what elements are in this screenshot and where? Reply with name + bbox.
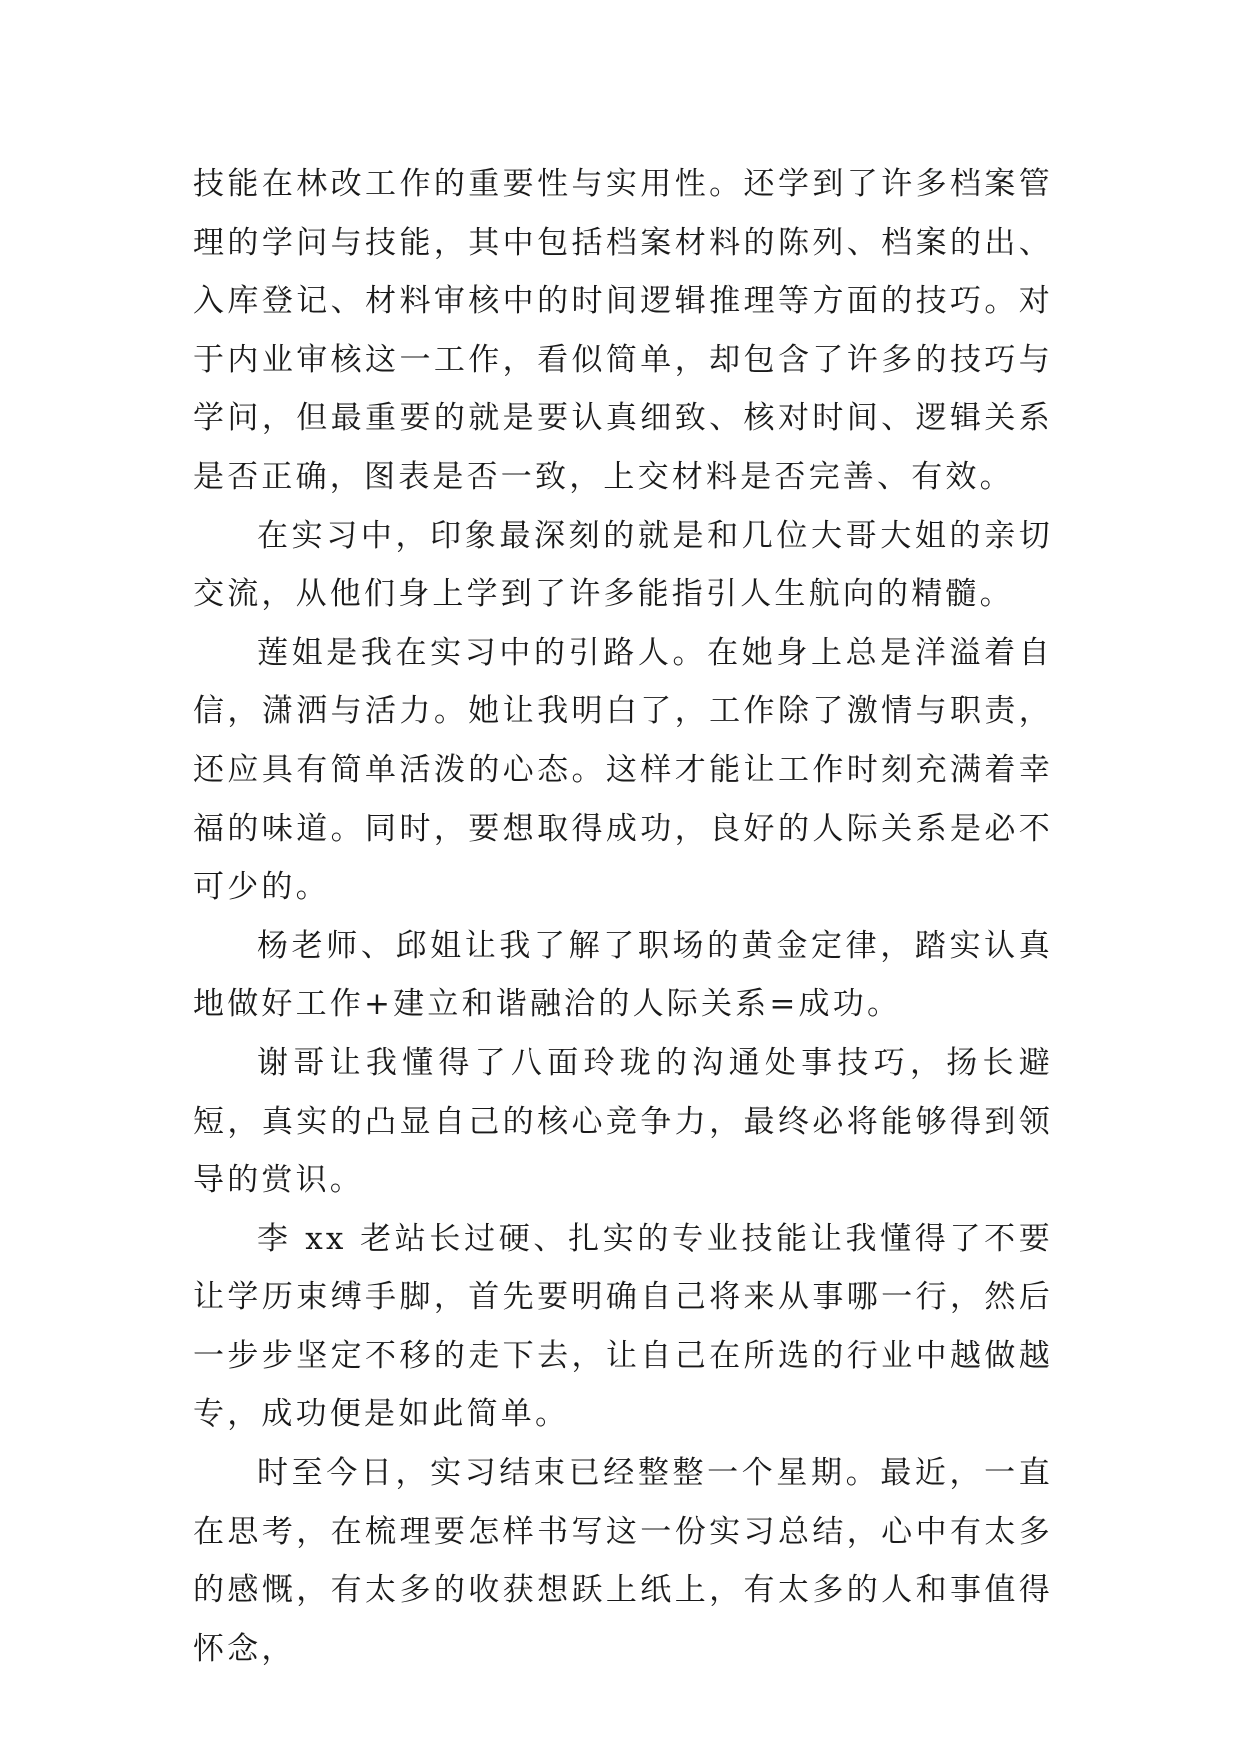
paragraph-1: 技能在林改工作的重要性与实用性。还学到了许多档案管理的学问与技能，其中包括档案材料的陈列、档案的出、入库登记、材料审核中的时间逻辑推理等方面的技巧。对于内业审核这一工作，看似简单，却包含了许多的技巧与学问，但最重要的就是要认真细致、核对时间、逻辑关系是否正确，图表是否一致，上交材料是否完善、有效。 [193, 166, 1053, 495]
paragraph-3: 莲姐是我在实习中的引路人。在她身上总是洋溢着自信，潇洒与活力。她让我明白了，工作除了激情与职责，还应具有简单活泼的心态。这样才能让工作时刻充满着幸福的味道。同时，要想取得成功，良好的人际关系是必不可少的。 [193, 634, 1053, 906]
document-body [193, 155, 1053, 1678]
paragraph-4: 杨老师、邱姐让我了解了职场的黄金定律，踏实认真地做好工作+建立和谐融洽的人际关系=成功。 [193, 927, 1053, 1023]
paragraph-7: 时至今日，实习结束已经整整一个星期。最近，一直在思考，在梳理要怎样书写这一份实习总结，心中有太多的感慨，有太多的收获想跃上纸上，有太多的人和事值得怀念， [193, 1455, 1053, 1667]
paragraph-6: 李 xx 老站长过硬、扎实的专业技能让我懂得了不要让学历束缚手脚，首先要明确自己将来从事哪一行，然后一步步坚定不移的走下去，让自己在所选的行业中越做越专，成功便是如此简单。 [193, 1220, 1053, 1433]
paragraph-2: 在实习中，印象最深刻的就是和几位大哥大姐的亲切交流，从他们身上学到了许多能指引人生航向的精髓。 [193, 517, 1053, 613]
paragraph-5: 谢哥让我懂得了八面玲珑的沟通处事技巧，扬长避短，真实的凸显自己的核心竞争力，最终必将能够得到领导的赏识。 [193, 1044, 1053, 1199]
